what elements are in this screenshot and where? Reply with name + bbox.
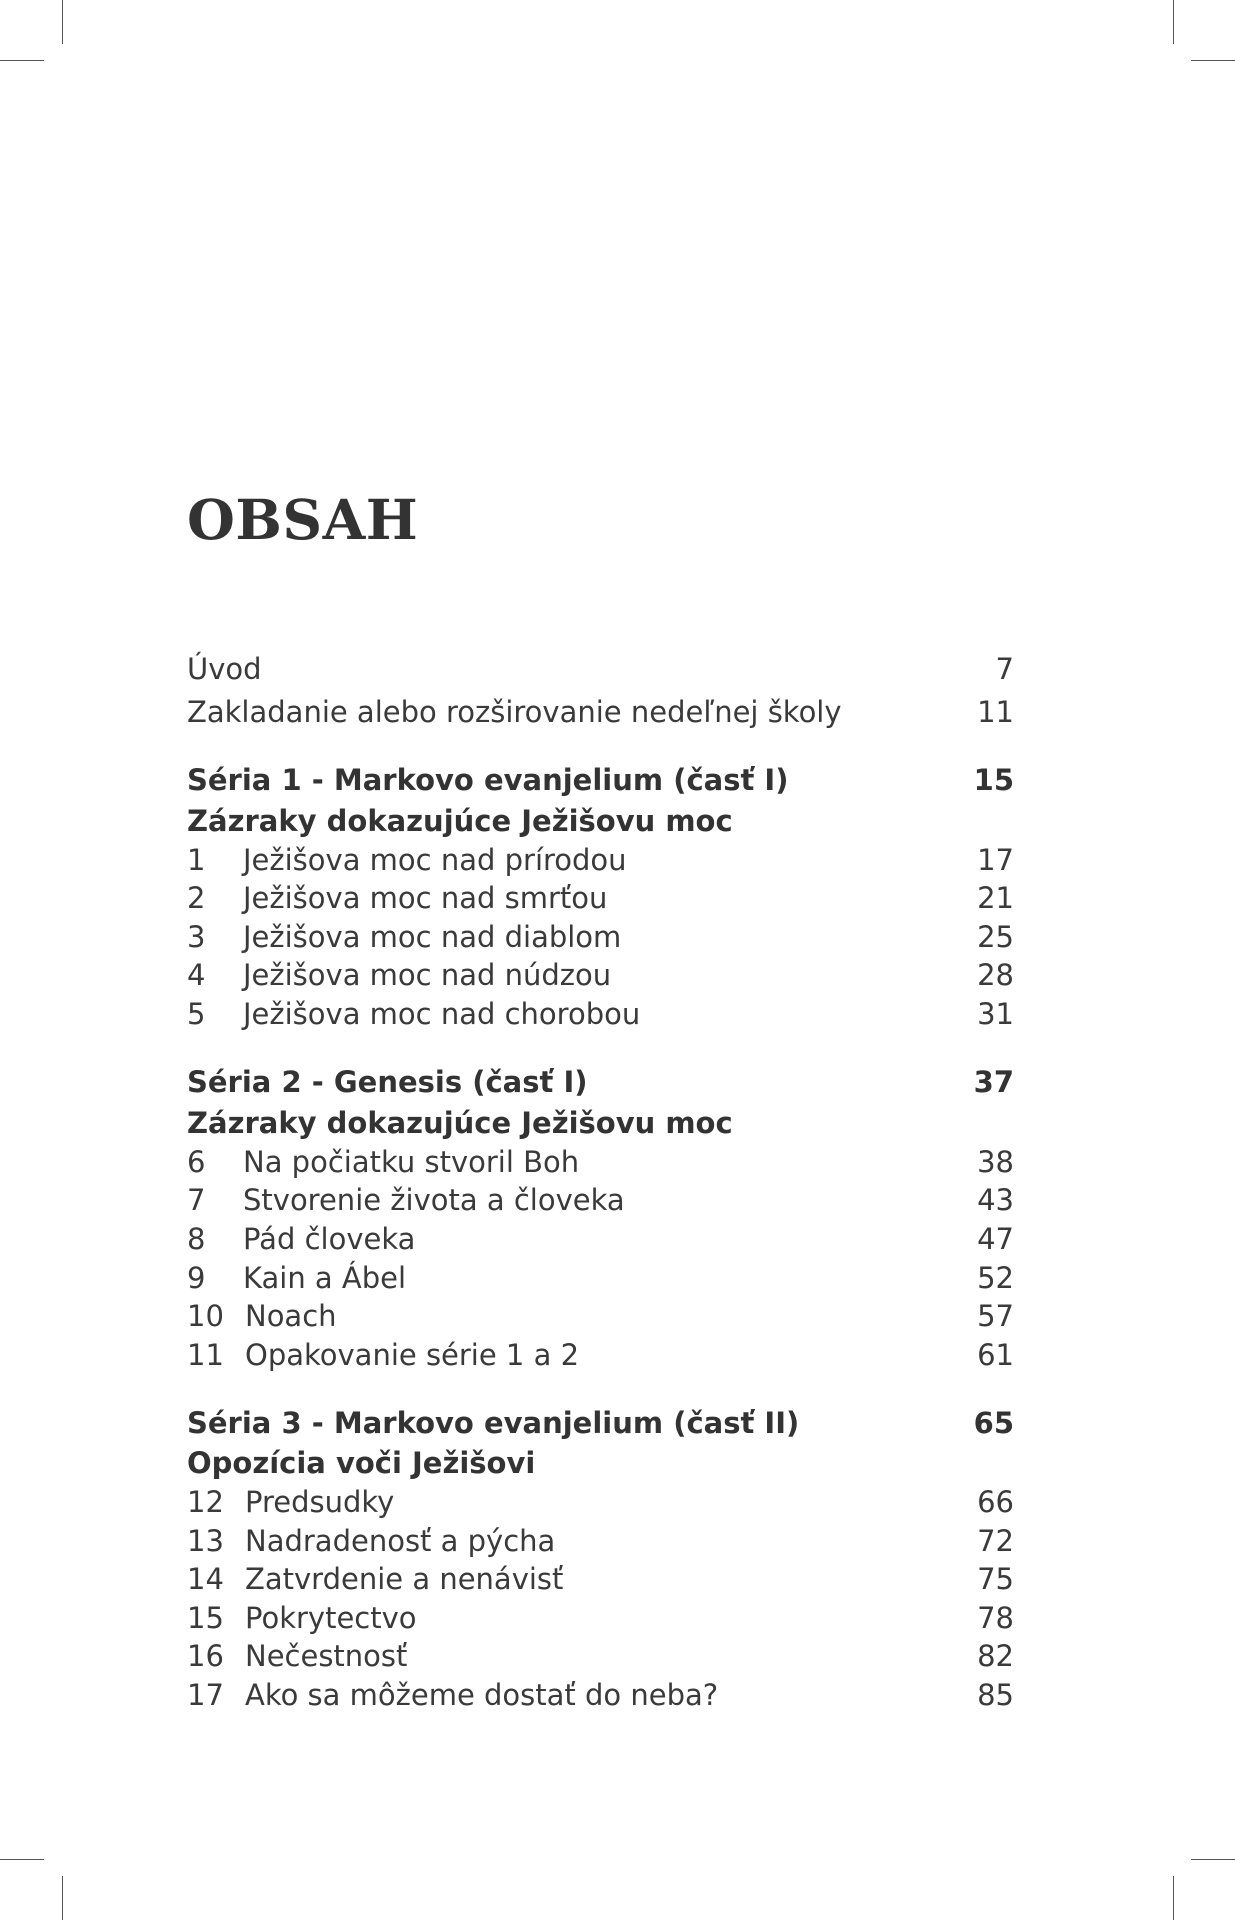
- toc-entry[interactable]: [187, 1560, 1014, 1598]
- toc-entry-page: 7: [995, 652, 1014, 686]
- crop-mark: [62, 1876, 63, 1920]
- lesson-number: 17: [187, 1678, 224, 1712]
- toc-entry[interactable]: [187, 1483, 1014, 1521]
- lesson-number: 7: [187, 1183, 206, 1217]
- lesson-number: 2: [187, 881, 206, 915]
- lesson-number: 13: [187, 1524, 224, 1558]
- toc-entry[interactable]: [187, 1143, 1014, 1181]
- lesson-number: 3: [187, 920, 206, 954]
- lesson-number: 16: [187, 1639, 224, 1673]
- lesson-label: Noach: [245, 1299, 337, 1333]
- toc-entry[interactable]: [187, 879, 1014, 917]
- toc-entry[interactable]: [187, 1522, 1014, 1560]
- toc-entry[interactable]: [187, 918, 1014, 956]
- lesson-page: 82: [977, 1639, 1014, 1673]
- series-heading-label: Séria 1 - Markovo evanjelium (časť I): [187, 763, 789, 797]
- toc-entry[interactable]: [187, 1259, 1014, 1297]
- lesson-number: 1: [187, 843, 206, 877]
- series-heading-page: 65: [973, 1406, 1014, 1440]
- toc-entry[interactable]: [187, 1220, 1014, 1258]
- lesson-label: Kain a Ábel: [243, 1261, 407, 1295]
- toc-entry[interactable]: [187, 956, 1014, 994]
- lesson-label: Predsudky: [245, 1485, 395, 1519]
- lesson-page: 21: [977, 881, 1014, 915]
- lesson-label: Stvorenie života a človeka: [243, 1183, 625, 1217]
- lesson-page: 52: [977, 1261, 1014, 1295]
- lesson-page: 31: [977, 997, 1014, 1031]
- lesson-number: 12: [187, 1485, 224, 1519]
- series-subheading: [187, 1104, 1014, 1142]
- lesson-label: Na počiatku stvoril Boh: [243, 1145, 580, 1179]
- series-heading-page: 15: [973, 763, 1014, 797]
- toc-entry[interactable]: [187, 995, 1014, 1033]
- series-heading[interactable]: [187, 1063, 1014, 1101]
- lesson-page: 43: [977, 1183, 1014, 1217]
- toc-entry[interactable]: [187, 1637, 1014, 1675]
- lesson-label: Opakovanie série 1 a 2: [245, 1338, 580, 1372]
- lesson-label: Pád človeka: [243, 1222, 416, 1256]
- toc-entry[interactable]: [187, 1181, 1014, 1219]
- lesson-label: Pokrytectvo: [245, 1601, 417, 1635]
- toc-entry[interactable]: [187, 1297, 1014, 1335]
- toc-entry[interactable]: [187, 1599, 1014, 1637]
- series-heading-label: Séria 2 - Genesis (časť I): [187, 1065, 588, 1099]
- lesson-label: Ježišova moc nad diablom: [243, 920, 622, 954]
- lesson-page: 28: [977, 958, 1014, 992]
- lesson-number: 8: [187, 1222, 206, 1256]
- toc-entry-page: 11: [977, 695, 1014, 729]
- lesson-label: Ježišova moc nad chorobou: [243, 997, 641, 1031]
- lesson-page: 75: [977, 1562, 1014, 1596]
- series-heading-page: 37: [973, 1065, 1014, 1099]
- lesson-label: Nadradenosť a pýcha: [245, 1524, 556, 1558]
- series-subheading-label: Opozícia voči Ježišovi: [187, 1446, 536, 1480]
- lesson-label: Ako sa môžeme dostať do neba?: [245, 1678, 719, 1712]
- lesson-page: 78: [977, 1601, 1014, 1635]
- series-heading-label: Séria 3 - Markovo evanjelium (časť II): [187, 1406, 800, 1440]
- crop-mark: [0, 60, 44, 61]
- series-heading[interactable]: [187, 1404, 1014, 1442]
- crop-mark: [62, 0, 63, 44]
- lesson-label: Ježišova moc nad prírodou: [243, 843, 627, 877]
- lesson-number: 5: [187, 997, 206, 1031]
- lesson-label: Ježišova moc nad núdzou: [243, 958, 612, 992]
- toc-entry[interactable]: [187, 650, 1014, 688]
- lesson-number: 10: [187, 1299, 224, 1333]
- lesson-page: 85: [977, 1678, 1014, 1712]
- crop-mark: [0, 1859, 44, 1860]
- series-subheading: [187, 802, 1014, 840]
- series-heading[interactable]: [187, 761, 1014, 799]
- toc-entry[interactable]: [187, 693, 1014, 731]
- page-title: OBSAH: [187, 487, 419, 552]
- lesson-page: 72: [977, 1524, 1014, 1558]
- lesson-label: Zatvrdenie a nenávisť: [245, 1562, 564, 1596]
- series-subheading-label: Zázraky dokazujúce Ježišovu moc: [187, 1106, 733, 1140]
- lesson-number: 15: [187, 1601, 224, 1635]
- toc-entry[interactable]: [187, 841, 1014, 879]
- lesson-page: 57: [977, 1299, 1014, 1333]
- lesson-page: 61: [977, 1338, 1014, 1372]
- crop-mark: [1191, 60, 1235, 61]
- lesson-page: 38: [977, 1145, 1014, 1179]
- lesson-number: 6: [187, 1145, 206, 1179]
- toc-entry[interactable]: [187, 1336, 1014, 1374]
- lesson-page: 66: [977, 1485, 1014, 1519]
- toc-entry-label: Úvod: [187, 652, 262, 686]
- crop-mark: [1173, 1876, 1174, 1920]
- lesson-page: 25: [977, 920, 1014, 954]
- lesson-page: 17: [977, 843, 1014, 877]
- crop-mark: [1191, 1859, 1235, 1860]
- lesson-label: Ježišova moc nad smrťou: [243, 881, 608, 915]
- lesson-number: 14: [187, 1562, 224, 1596]
- lesson-page: 47: [977, 1222, 1014, 1256]
- lesson-number: 11: [187, 1338, 224, 1372]
- toc-entry[interactable]: [187, 1676, 1014, 1714]
- lesson-number: 4: [187, 958, 206, 992]
- series-subheading: [187, 1444, 1014, 1482]
- series-subheading-label: Zázraky dokazujúce Ježišovu moc: [187, 804, 733, 838]
- lesson-number: 9: [187, 1261, 206, 1295]
- toc-entry-label: Zakladanie alebo rozširovanie nedeľnej školy: [187, 695, 842, 729]
- lesson-label: Nečestnosť: [245, 1639, 408, 1673]
- crop-mark: [1173, 0, 1174, 44]
